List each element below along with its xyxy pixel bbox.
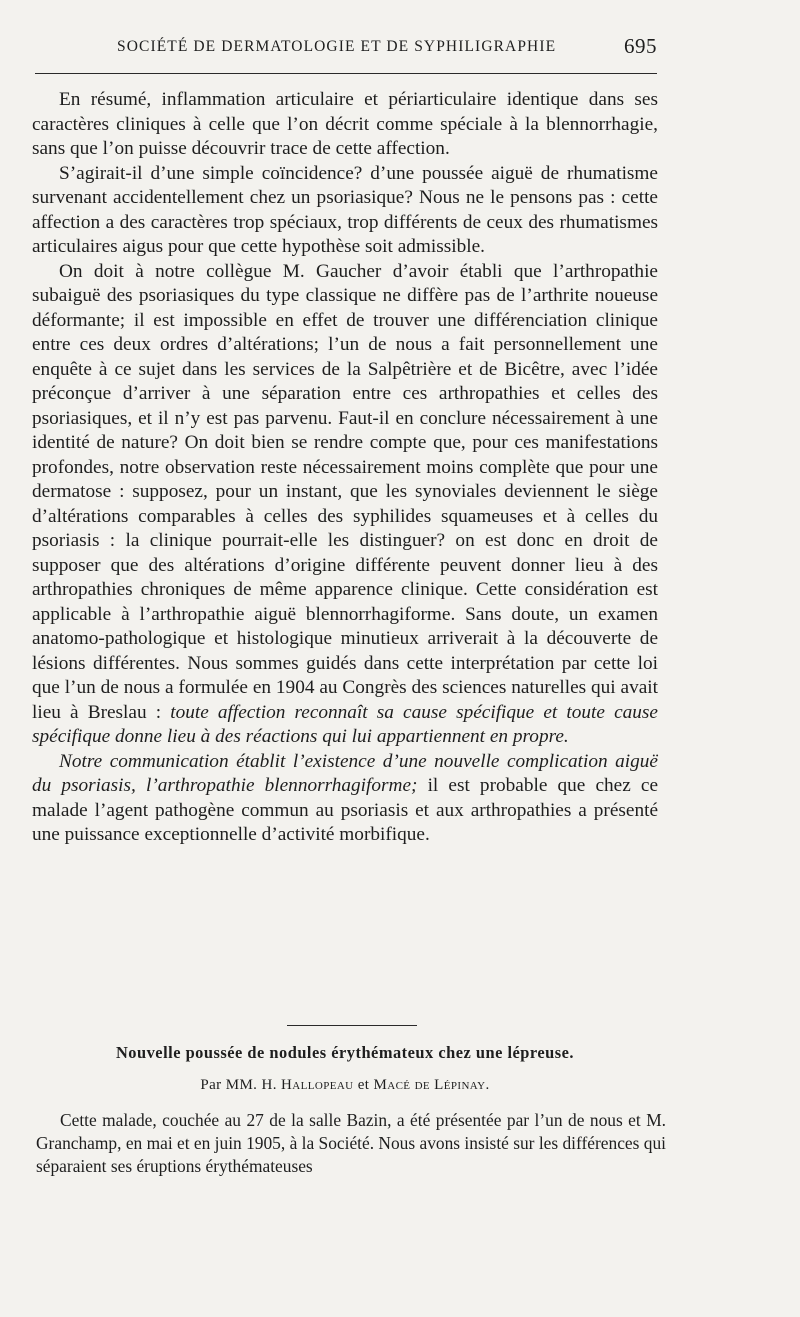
author-2: Macé de Lépinay. [373, 1077, 490, 1093]
page-header [35, 36, 657, 66]
section-intro [36, 1109, 666, 1178]
paragraph-gaucher-text: On doit à notre collègue M. Gaucher d’avoir établi que l’arthropathie subaiguë des psoriasiques du type classique ne diffère pas de l’arthrite noueuse déformante; il est impossible en effet de trouver une différenciation clinique entre ces deux ordres d’altérations; l’un de nous a fait personnellement une enquête à ce sujet dans les services de la Salpêtrière et de Bicêtre, avec l’idée préconçue d’arriver à une séparation entre ces arthropathies et celles des psoriasiques, et il n’y est pas parvenu. Faut-il en conclure nécessairement à une identité de nature? On doit bien se rendre compte que, pour ces manifestations profondes, notre observation reste nécessairement moins complète que pour une dermatose : supposez, pour un instant, que les synoviales deviennent le siège d’altérations comparables à celles des syphilides squameuses et à celles du psoriasis : la clinique pourrait-elle les distinguer? on est donc en droit de supposer que des altérations d’origine différente peuvent donner lieu à des arthropathies chroniques de même apparence clinique. Cette considération est applicable à l’arthropathie aiguë blennorrhagiforme. Sans doute, un examen anatomo-pathologique et histologique minutieux arriverait à la découverte de lésions différentes. Nous sommes guidés dans cette interprétation par cette loi que l’un de nous a formulée en 1904 au Congrès des sciences naturelles qui avait lieu à Breslau : [32, 260, 658, 723]
paragraph-summary: En résumé, inflammation articulaire et périarticulaire identique dans ses caractères cliniques à celle que l’on décrit comme spéciale à la blennorrhagie, sans que l’on puisse découvrir trace de cette affection. [32, 89, 658, 159]
paragraph-coincidence: S’agirait-il d’une simple coïncidence? d’une poussée aiguë de rhumatisme survenant accidentellement chez un psoriasique? Nous ne le pensons pas : cette affection a des caractères trop spéciaux, trop différents de ceux des rhumatismes articulaires aigus pour que cette hypothèse soit admissible. [32, 162, 658, 257]
paragraph-gaucher [32, 260, 658, 750]
running-head: SOCIÉTÉ DE DERMATOLOGIE ET DE SYPHILIGRAPHIE [117, 38, 557, 55]
byline-prefix: Par MM. [200, 1077, 258, 1093]
section-intro-text: Cette malade, couchée au 27 de la salle Bazin, a été présentée par l’un de nous et M. Granchamp, en mai et en juin 1905, à la Société. Nous avons insisté sur les différences qui séparaient ses éruptions érythémateuses [36, 1110, 666, 1176]
article-body [32, 88, 658, 848]
header-rule [35, 73, 657, 74]
breslau-law-quote: toute affection reconnaît sa cause spécifique et toute cause spécifique donne lieu à des réactions qui lui appartiennent en propre. [32, 701, 658, 747]
conclusion-italic: Notre communication établit l’existence d’une nouvelle complication aiguë du psoriasis, l’arthropathie blennorrhagiforme; [32, 750, 658, 796]
author-1: H. Hallopeau [261, 1077, 354, 1093]
section-title: Nouvelle poussée de nodules érythémateux chez une lépreuse. [115, 1043, 575, 1062]
byline-joiner: et [357, 1077, 370, 1093]
page-number: 695 [624, 34, 657, 58]
paragraph-conclusion [32, 750, 658, 848]
conclusion-text: il est probable que chez ce malade l’agent pathogène commun au psoriasis et aux arthropathies a présenté une puissance exceptionnelle d’activité morbifique. [32, 775, 658, 845]
byline [32, 1077, 658, 1094]
section-divider [287, 1025, 417, 1026]
